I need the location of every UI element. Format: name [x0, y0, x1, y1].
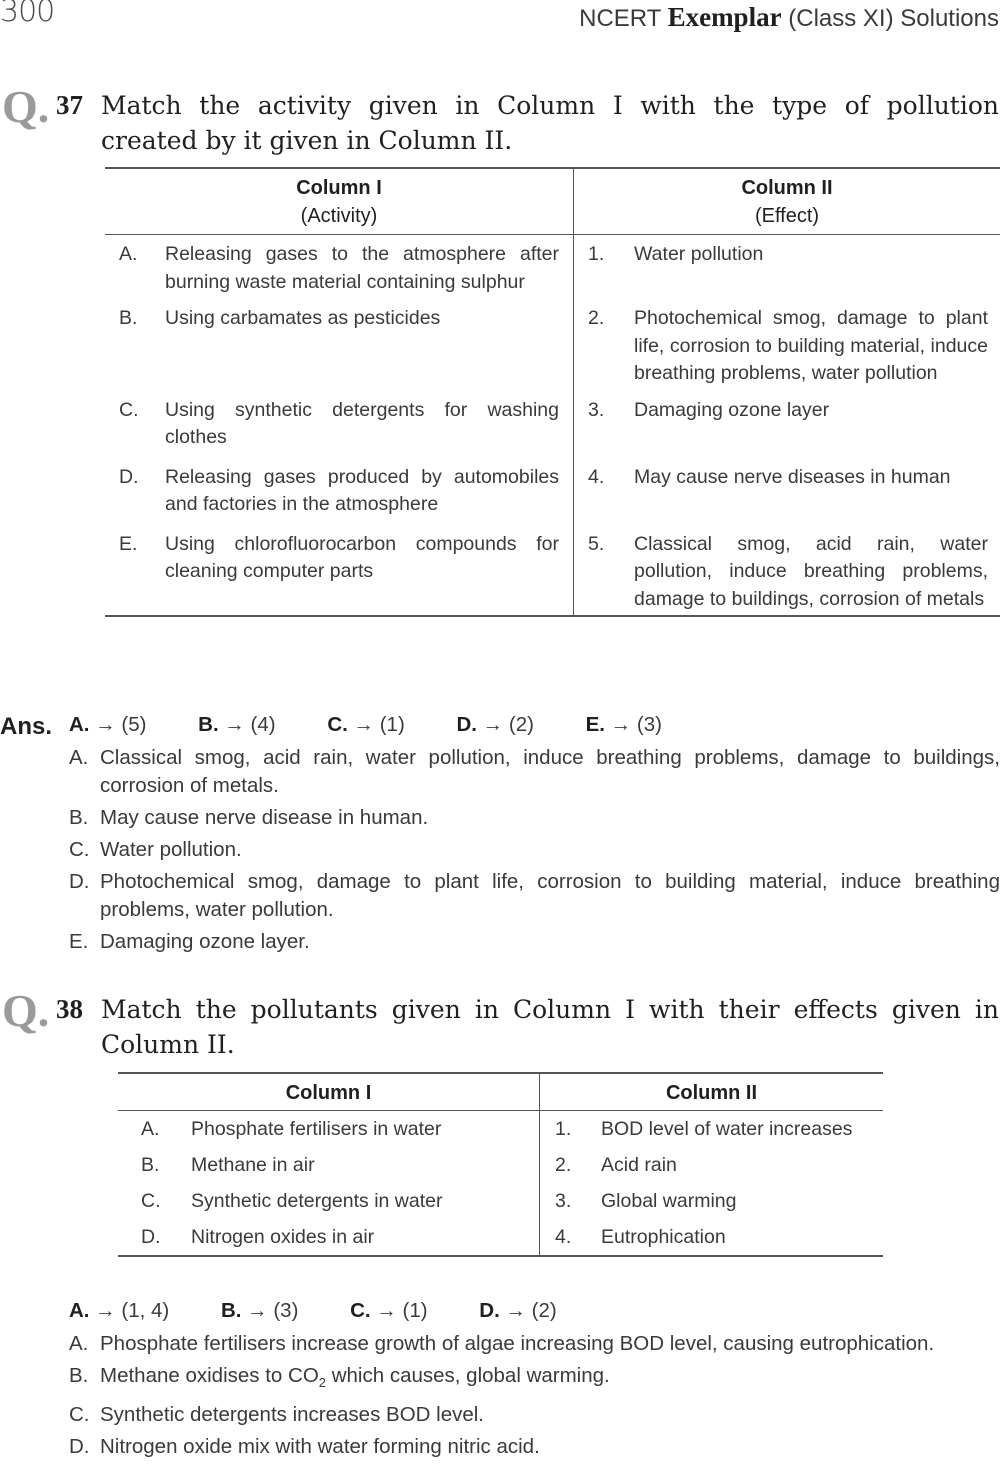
question-number-q38: 38 — [56, 994, 83, 1024]
list-item: C. Synthetic detergents increases BOD level. — [69, 1403, 484, 1427]
question-mark-q37: Q. — [2, 81, 50, 132]
q37-summary-a: A. → (5) — [69, 713, 147, 736]
question-text-q38-line1: Match the pollutants given in Column I with their effects given in — [101, 995, 999, 1024]
page-number: 300 — [0, 0, 55, 29]
q38-match-table — [118, 1072, 883, 1257]
table-row: B. Using carbamates as pesticides 2. Photochemical smog, damage to plant life, corrosion to building material, induce breathing problems, water pollution — [105, 302, 1000, 391]
table-row: D. Releasing gases produced by automobiles and factories in the atmosphere 4. May cause nerve diseases in human — [105, 458, 1000, 525]
table-row: C. Synthetic detergents in water 3. Global warming — [118, 1183, 883, 1219]
question-text-q38-line2: Column II. — [101, 1030, 235, 1059]
list-item: A. Classical smog, acid rain, water pollution, induce breathing problems, damage to buildings, corrosion of metals. — [69, 746, 1000, 797]
table-row: C. Using synthetic detergents for washing clothes 3. Damaging ozone layer — [105, 391, 1000, 458]
q38-summary-b: B. → (3) — [220, 1299, 299, 1322]
question-mark-q38: Q. — [2, 985, 50, 1036]
q38-column-1-header: Column I — [118, 1073, 540, 1111]
list-item: D. Nitrogen oxide mix with water forming nitric acid. — [69, 1435, 540, 1459]
q37-summary-c: C. → (1) — [327, 713, 405, 736]
book-title-bold: Exemplar — [667, 2, 782, 32]
list-item: D. Photochemical smog, damage to plant life, corrosion to building material, induce breathing problems, water pollution. — [69, 870, 1000, 921]
list-item: A. Phosphate fertilisers increase growth of algae increasing BOD level, causing eutrophication. — [69, 1332, 935, 1355]
list-item: E. Damaging ozone layer. — [69, 930, 310, 953]
q37-summary-b: B. → (4) — [198, 713, 276, 736]
question-number-q37: 37 — [56, 90, 83, 120]
answer-label: Ans. — [0, 713, 53, 740]
table-row: A. Phosphate fertilisers in water 1. BOD level of water increases — [118, 1111, 883, 1148]
table-row: B. Methane in air 2. Acid rain — [118, 1147, 883, 1183]
q38-summary-c: C. → (1) — [350, 1299, 428, 1322]
q37-explanations — [69, 744, 1000, 956]
running-header — [579, 2, 999, 33]
q38-summary-d: D. → (2) — [479, 1299, 557, 1322]
q37-column-1-header: Column I (Activity) — [105, 168, 574, 235]
q38-answer-summary — [69, 1299, 557, 1323]
list-item: B. Methane oxidises to $CO_2$ which causes, global warming. — [69, 1364, 610, 1391]
list-item: B. May cause nerve disease in human. — [69, 806, 429, 829]
q38-column-2-header: Column II — [665, 1082, 758, 1104]
table-row: D. Nitrogen oxides in air 4. Eutrophication — [118, 1219, 883, 1256]
book-suffix: (Class XI) Solutions — [788, 5, 999, 32]
q37-answer-summary — [69, 713, 662, 737]
q37-summary-d: D. → (2) — [456, 713, 534, 736]
table-row: A. Releasing gases to the atmosphere after burning waste material containing sulphur 1. Water pollution — [105, 235, 1000, 303]
book-prefix: NCERT — [579, 5, 661, 32]
q37-summary-e: E. → (3) — [585, 713, 662, 736]
list-item: C. Water pollution. — [69, 838, 242, 861]
q37-match-table — [105, 167, 1000, 617]
question-text-q37-line1: Match the activity given in Column I with the type of pollution — [101, 91, 999, 120]
table-row: E. Using chlorofluorocarbon compounds for cleaning computer parts 5. Classical smog, acid rain, water pollution, induce breathing problems, damage to buildings, corrosion of metals — [105, 525, 1000, 617]
q38-explanations — [69, 1330, 1000, 1461]
q38-summary-a: A. → (1, 4) — [69, 1299, 170, 1322]
question-text-q37-line2: created by it given in Column II. — [101, 126, 513, 155]
q37-column-2-header: Column II (Effect) — [741, 177, 833, 227]
